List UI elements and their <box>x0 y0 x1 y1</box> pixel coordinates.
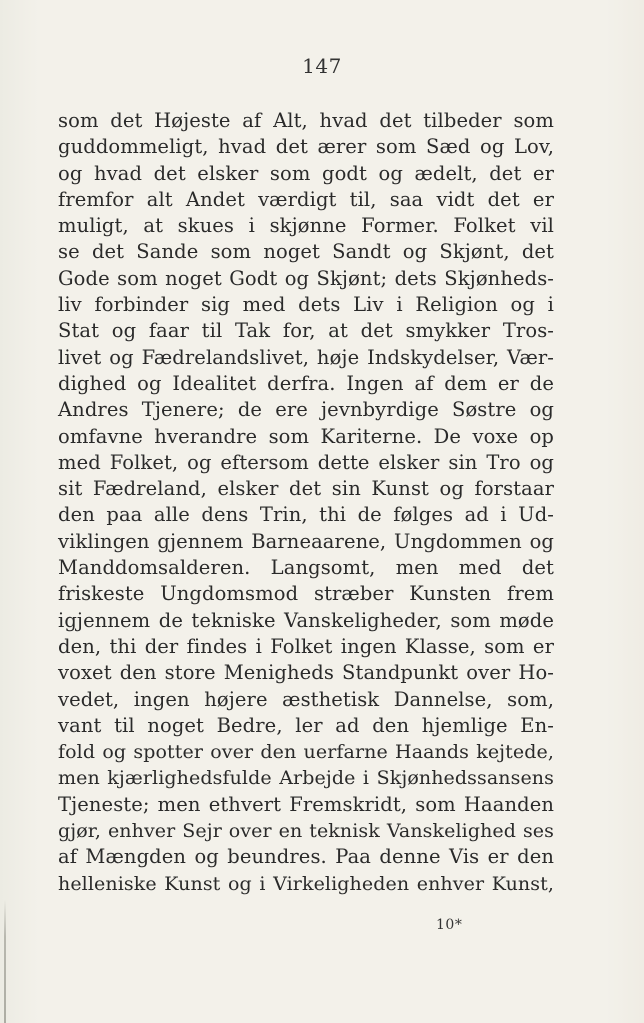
page-gutter-shadow <box>4 900 6 1023</box>
text-line: friskeste Ungdomsmod stræber Kunsten frem <box>58 582 554 606</box>
text-line: gjør, enhver Sejr over en teknisk Vanskelighed ses <box>58 820 554 843</box>
text-line: dighed og Idealitet derfra. Ingen af dem er de <box>58 371 554 395</box>
body-text <box>58 108 554 897</box>
text-line: vedet, ingen højere æsthetisk Dannelse, som, <box>58 687 554 711</box>
text-line: voxet den store Menigheds Standpunkt over Ho- <box>58 661 554 685</box>
text-line: guddommeligt, hvad det ærer som Sæd og Lov, <box>58 135 554 159</box>
text-line: Andres Tjenere; de ere jevnbyrdige Søstre og <box>58 398 554 422</box>
text-line: helleniske Kunst og i Virkeligheden enhver Kunst, <box>58 872 554 895</box>
text-line: af Mængden og beundres. Paa denne Vis er den <box>58 845 554 869</box>
text-line: muligt, at skues i skjønne Former. Folket vil <box>58 214 554 238</box>
text-line: sit Fædreland, elsker det sin Kunst og forstaar <box>58 477 554 501</box>
text-line: fremfor alt Andet værdigt til, saa vidt det er <box>58 187 554 211</box>
text-line: Stat og faar til Tak for, at det smykker Tros- <box>58 319 554 343</box>
text-line: den, thi der findes i Folket ingen Klasse, som er <box>58 634 554 658</box>
text-line: fold og spotter over den uerfarne Haands kejtede, <box>58 741 554 764</box>
text-line: livet og Fædrelandslivet, høje Indskydelser, Vær- <box>58 345 554 369</box>
text-line: viklingen gjennem Barneaarene, Ungdommen og <box>58 529 554 553</box>
signature-mark: 10* <box>436 917 463 933</box>
page-number: 147 <box>302 54 342 78</box>
text-line: og hvad det elsker som godt og ædelt, det er <box>58 161 554 185</box>
text-line: med Folket, og eftersom dette elsker sin Tro og <box>58 450 554 474</box>
text-line: se det Sande som noget Sandt og Skjønt, det <box>58 240 554 264</box>
text-line: den paa alle dens Trin, thi de følges ad i Ud- <box>58 503 554 527</box>
text-line: Tjeneste; men ethvert Fremskridt, som Haanden <box>58 792 554 816</box>
text-line: som det Højeste af Alt, hvad det tilbeder som <box>58 109 554 132</box>
text-line: Gode som noget Godt og Skjønt; dets Skjønheds- <box>58 266 554 290</box>
text-line: men kjærlighedsfulde Arbejde i Skjønhedssansens <box>58 767 554 790</box>
text-line: igjennem de tekniske Vanskeligheder, som møde <box>58 608 554 632</box>
text-line: liv forbinder sig med dets Liv i Religion og i <box>58 293 554 317</box>
text-line: Manddomsalderen. Langsomt, men med det <box>58 556 554 580</box>
text-line: vant til noget Bedre, ler ad den hjemlige En- <box>58 713 554 737</box>
text-line: omfavne hverandre som Kariterne. De voxe op <box>58 424 554 448</box>
